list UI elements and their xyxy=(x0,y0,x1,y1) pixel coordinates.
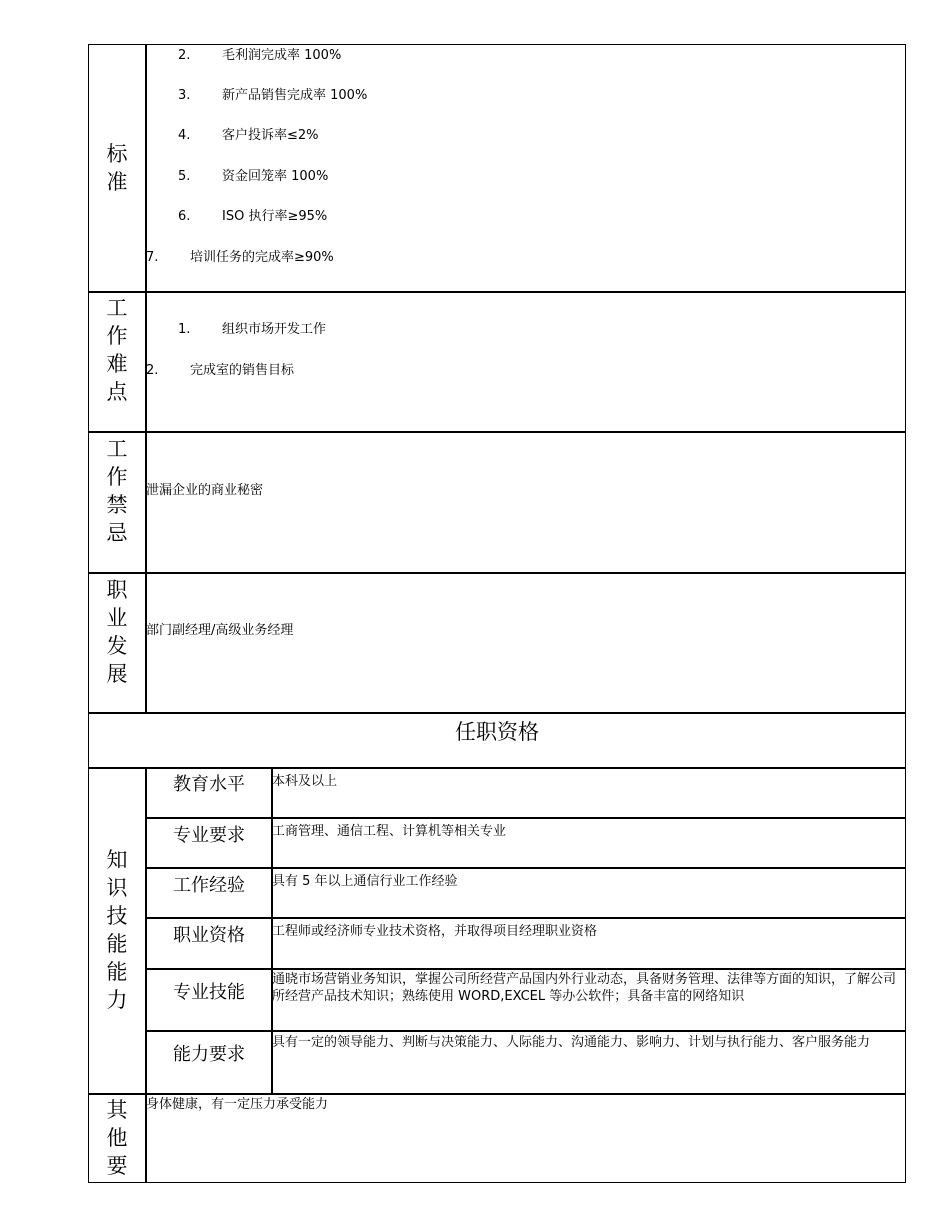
list-item: 完成室的销售目标 xyxy=(190,363,295,378)
major-value: 工商管理、通信工程、计算机等相关专业 xyxy=(272,824,507,839)
difficulties-label: 工 作 难 点 xyxy=(106,296,128,404)
list-number: 1. xyxy=(178,322,191,337)
row-divider xyxy=(88,431,906,433)
row-divider xyxy=(88,572,906,574)
list-item: 资金回笼率 100% xyxy=(222,169,329,184)
certification-value: 工程师或经济师专业技术资格，并取得项目经理职业资格 xyxy=(272,924,598,939)
list-number: 2. xyxy=(146,363,159,378)
list-item: 新产品销售完成率 100% xyxy=(222,88,368,103)
qualifications-label: 知 识 技 能 能 力 xyxy=(106,848,128,1012)
skills-label: 专业技能 xyxy=(173,982,245,1003)
prohibitions-label: 工 作 禁 忌 xyxy=(106,437,128,545)
qualifications-title: 任职资格 xyxy=(455,720,539,744)
list-item: ISO 执行率≥95% xyxy=(222,209,328,224)
career-label: 职 业 发 展 xyxy=(106,578,128,686)
list-number: 7. xyxy=(146,250,159,265)
row-divider xyxy=(146,917,906,919)
row-divider xyxy=(146,817,906,819)
row-divider xyxy=(88,712,906,714)
row-divider xyxy=(88,767,906,769)
list-item: 毛利润完成率 100% xyxy=(222,48,342,63)
ability-label: 能力要求 xyxy=(173,1044,245,1065)
experience-label: 工作经验 xyxy=(173,875,245,896)
job-description-table xyxy=(88,44,906,1183)
other-text: 身体健康，有一定压力承受能力 xyxy=(146,1097,329,1112)
row-divider xyxy=(146,1030,906,1032)
list-number: 4. xyxy=(178,128,191,143)
row-divider xyxy=(146,968,906,970)
other-label: 其 他 要 xyxy=(106,1098,128,1178)
list-number: 2. xyxy=(178,48,191,63)
major-label: 专业要求 xyxy=(173,825,245,846)
row-divider xyxy=(146,867,906,869)
ability-value: 具有一定的领导能力、判断与决策能力、人际能力、沟通能力、影响力、计划与执行能力、客户服务能力 xyxy=(272,1035,871,1050)
row-divider xyxy=(88,1093,906,1095)
list-number: 6. xyxy=(178,209,191,224)
list-item: 培训任务的完成率≥90% xyxy=(190,250,334,265)
list-item: 客户投诉率≤2% xyxy=(222,128,319,143)
prohibitions-text: 泄漏企业的商业秘密 xyxy=(146,483,264,498)
education-value: 本科及以上 xyxy=(272,774,338,789)
skills-value: 通晓市场营销业务知识，掌握公司所经营产品国内外行业动态，具备财务管理、法律等方面的知识，了解公司所经营产品技术知识；熟练使用 WORD,EXCEL 等办公软件；具备丰富的网络知识 xyxy=(272,972,897,1004)
list-number: 5. xyxy=(178,169,191,184)
experience-value: 具有 5 年以上通信行业工作经验 xyxy=(272,874,458,889)
row-divider xyxy=(88,291,906,293)
certification-label: 职业资格 xyxy=(173,925,245,946)
career-text: 部门副经理/高级业务经理 xyxy=(146,623,294,638)
list-number: 3. xyxy=(178,88,191,103)
standards-label: 标 准 xyxy=(106,141,128,194)
education-label: 教育水平 xyxy=(173,774,245,795)
list-item: 组织市场开发工作 xyxy=(222,322,327,337)
